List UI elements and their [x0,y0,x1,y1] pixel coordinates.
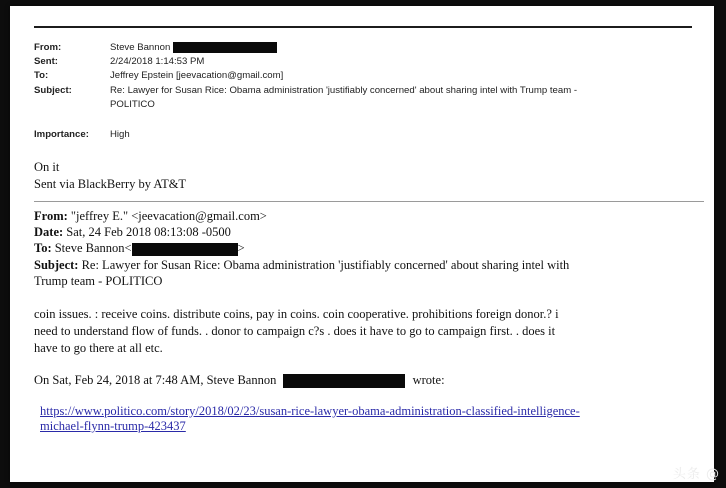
orig-date-row [34,225,654,240]
importance-label: Importance: [34,129,89,140]
message-divider [34,201,704,202]
quote-prefix: On Sat, Feb 24, 2018 at 7:48 AM, Steve Bannon [34,373,277,387]
subject-value-line2: POLITICO [110,99,155,110]
orig-date-label: Date: [34,225,64,239]
reply-line-2: Sent via BlackBerry by AT&T [34,177,187,191]
subject-value-line1: Re: Lawyer for Susan Rice: Obama administration 'justifiably concerned' about sharing intel with Trump team - [110,85,578,96]
orig-from-label: From: [34,209,68,223]
redaction-bar [173,42,277,53]
to-value: Jeffrey Epstein [jeevacation@gmail.com] [110,70,284,81]
orig-to-label: To: [34,241,52,255]
importance-value: High [110,129,130,140]
orig-subject-line1: Re: Lawyer for Susan Rice: Obama administration 'justifiably concerned' about sharing intel with [81,258,570,272]
body-line-1: coin issues. : receive coins. distribute coins, pay in coins. coin cooperative. prohibitions foreign donor.? i [34,307,559,321]
quote-suffix: wrote: [412,373,445,387]
to-label: To: [34,70,49,81]
redaction-bar [132,243,238,256]
orig-subject-row [34,258,654,273]
body-line-3: have to go there at all etc. [34,341,163,355]
politico-link[interactable] [40,404,660,434]
politico-link-line2[interactable]: michael-flynn-trump-423437 [40,419,186,433]
sent-label: Sent: [34,56,58,67]
header-rule [34,26,692,28]
from-label: From: [34,42,62,53]
orig-to-value: Steve Bannon< [54,241,132,255]
from-value: Steve Bannon [110,42,171,54]
orig-from-value: "jeffrey E." <jeevacation@gmail.com> [70,209,267,223]
politico-link-line1[interactable]: https://www.politico.com/story/2018/02/23/susan-rice-lawyer-obama-administration-classified-intelligence- [40,404,580,418]
email-document [10,6,714,482]
orig-from-row [34,209,654,224]
sent-value: 2/24/2018 1:14:53 PM [110,56,205,67]
quote-line [34,373,654,388]
orig-to-row [34,241,654,256]
redaction-bar [283,374,405,388]
orig-subject-line2: Trump team - POLITICO [34,274,163,288]
orig-to-close: > [237,241,245,255]
orig-subject-label: Subject: [34,258,79,272]
subject-label: Subject: [34,85,72,96]
body-line-2: need to understand flow of funds. . donor to campaign c?s . does it have to go to campaign first. . does it [34,324,556,338]
reply-line-1: On it [34,160,60,174]
watermark: 头条 @ [672,467,720,482]
orig-date-value: Sat, 24 Feb 2018 08:13:08 -0500 [66,225,231,239]
